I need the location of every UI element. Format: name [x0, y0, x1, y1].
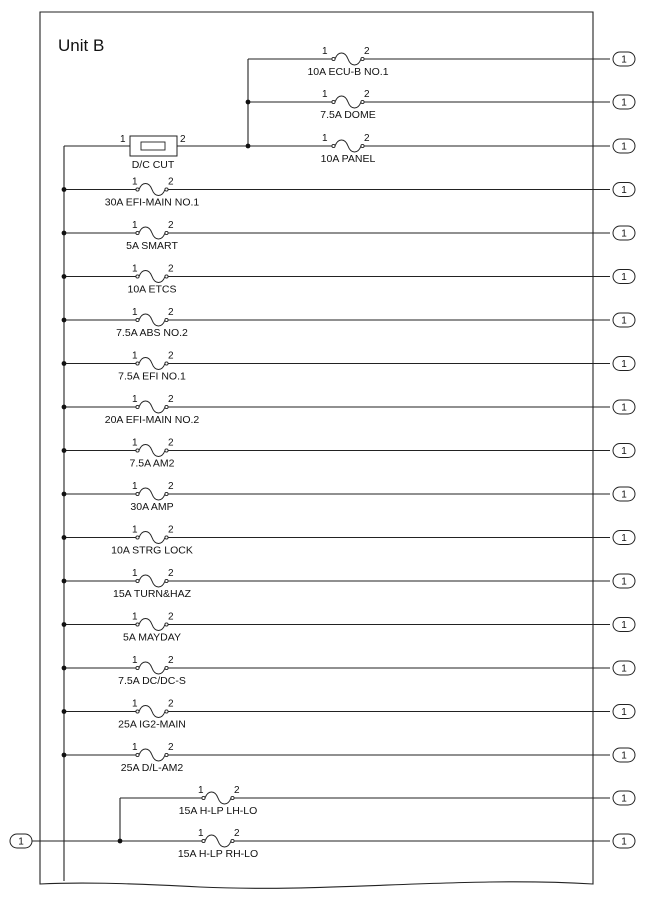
bus-fuse-8-junction-dot — [62, 492, 67, 497]
bus-fuse-2-pin-2: 2 — [168, 220, 174, 231]
bus-fuse-13-label: 25A IG2-MAIN — [118, 718, 186, 731]
bus-fuse-12-label: 7.5A DC/DC-S — [118, 675, 186, 687]
bus-fuse-7-symbol — [136, 445, 168, 457]
lower-fuse-1-symbol — [202, 792, 234, 804]
bus-fuse-13-junction-dot — [62, 709, 67, 714]
lower-fuse-1-pin-1: 1 — [198, 785, 204, 796]
bus-fuse-1-label: 30A EFI-MAIN NO.1 — [104, 196, 200, 209]
bus-fuse-4-terminal-label: 1 — [621, 315, 627, 327]
bus-fuse-5-label: 7.5A EFI NO.1 — [118, 370, 186, 383]
bus-fuse-5-symbol — [136, 358, 168, 370]
bus-fuse-1-symbol — [136, 184, 168, 196]
bus-fuse-9-pin-1: 1 — [132, 524, 138, 536]
input-terminal-label: 1 — [18, 836, 24, 848]
bus-fuse-8-pin-1: 1 — [132, 481, 138, 492]
bus-fuse-12-pin-2: 2 — [168, 655, 174, 666]
bus-fuse-12-junction-dot — [62, 666, 67, 671]
bus-fuse-8-terminal-label: 1 — [621, 489, 627, 501]
bus-fuse-6-pin-2: 2 — [168, 394, 174, 405]
bus-fuse-9-label: 10A STRG LOCK — [111, 544, 193, 557]
bus-fuse-12-symbol — [136, 662, 168, 674]
bus-fuse-9-junction-dot — [62, 535, 67, 540]
bus-fuse-4-label: 7.5A ABS NO.2 — [116, 327, 188, 339]
upper-fuse-1-terminal-label: 1 — [621, 54, 627, 66]
lower-fuse-2-pin-2: 2 — [234, 828, 240, 839]
bus-fuse-1-pin-2: 2 — [168, 176, 174, 188]
bus-fuse-7-label: 7.5A AM2 — [129, 457, 175, 470]
bus-fuse-3-pin-2: 2 — [168, 263, 174, 275]
bus-fuse-7-junction-dot — [62, 448, 67, 453]
bus-fuse-14-label: 25A D/L-AM2 — [120, 762, 184, 774]
upper-fuse-3-symbol — [332, 140, 364, 152]
bus-fuse-14-junction-dot — [62, 753, 67, 758]
bus-fuse-10-pin-2: 2 — [168, 568, 174, 579]
bus-fuse-10-terminal-label: 1 — [621, 576, 627, 588]
bus-fuse-12-pin-1: 1 — [132, 655, 138, 666]
bus-fuse-14-pin-2: 2 — [168, 742, 174, 753]
bus-fuse-14-symbol — [136, 749, 168, 761]
upper-fuse-1-pin-1: 1 — [322, 46, 328, 57]
bus-fuse-1-junction-dot — [62, 187, 67, 192]
bus-fuse-10-label: 15A TURN&HAZ — [113, 588, 191, 600]
bus-fuse-6-pin-1: 1 — [132, 394, 138, 405]
bus-fuse-11-terminal-label: 1 — [621, 620, 627, 631]
unit-title: Unit B — [58, 36, 105, 55]
dc-cut-fuse-element — [141, 142, 165, 150]
bus-fuse-4-junction-dot — [62, 318, 67, 323]
bus-fuse-6-junction-dot — [62, 405, 67, 410]
upper-fuse-2-label: 7.5A DOME — [320, 109, 376, 121]
bus-fuse-3-terminal-label: 1 — [621, 272, 627, 283]
bus-fuse-2-label: 5A SMART — [126, 240, 178, 252]
bus-fuse-4-pin-2: 2 — [168, 307, 174, 318]
upper-fuse-3-pin-1: 1 — [322, 133, 328, 144]
bus-fuse-3-label: 10A ETCS — [127, 283, 177, 296]
bus-fuse-14-terminal-label: 1 — [621, 750, 627, 762]
bus-fuse-9-terminal-label: 1 — [621, 533, 627, 544]
bus-fuse-13-terminal-label: 1 — [621, 707, 627, 718]
upper-fuse-3-terminal-label: 1 — [621, 141, 627, 153]
bus-fuse-13-symbol — [136, 706, 168, 718]
bus-fuse-5-pin-2: 2 — [168, 350, 174, 362]
upper-fuse-1-symbol — [332, 53, 364, 65]
bus-fuse-7-pin-2: 2 — [168, 437, 174, 449]
bus-fuse-3-junction-dot — [62, 274, 67, 279]
bus-fuse-11-junction-dot — [62, 622, 67, 627]
labels — [18, 46, 627, 860]
bus-fuse-11-pin-2: 2 — [168, 611, 174, 623]
bus-fuse-5-junction-dot — [62, 361, 67, 366]
bus-fuse-6-terminal-label: 1 — [621, 402, 627, 414]
bus-fuse-10-pin-1: 1 — [132, 568, 138, 579]
bus-fuse-5-pin-1: 1 — [132, 350, 138, 362]
bus-fuse-14-pin-1: 1 — [132, 742, 138, 753]
bus-fuse-6-label: 20A EFI-MAIN NO.2 — [104, 414, 200, 426]
bus-fuse-9-symbol — [136, 532, 168, 544]
bus-fuse-4-pin-1: 1 — [132, 307, 138, 318]
bus-fuse-7-terminal-label: 1 — [621, 446, 627, 457]
bus-fuse-7-pin-1: 1 — [132, 437, 138, 449]
bus-fuse-2-pin-1: 1 — [132, 220, 138, 231]
upper-fuse-3-label: 10A PANEL — [320, 153, 376, 165]
dc-cut-pin-2: 2 — [180, 134, 186, 145]
bus-fuse-1-pin-1: 1 — [132, 176, 138, 188]
upper-fuse-2-symbol — [332, 96, 364, 108]
bus-fuse-8-symbol — [136, 488, 168, 500]
bus-fuse-2-symbol — [136, 227, 168, 239]
lower-fuse-2-pin-1: 1 — [198, 828, 204, 839]
bus-fuse-11-label: 5A MAYDAY — [123, 631, 181, 644]
bus-fuse-8-pin-2: 2 — [168, 481, 174, 492]
dc-cut-label: D/C CUT — [131, 159, 175, 171]
bus-fuse-10-symbol — [136, 575, 168, 587]
bus-fuse-9-pin-2: 2 — [168, 524, 174, 536]
upper-fuse-2-terminal-label: 1 — [621, 97, 627, 109]
bus-fuse-3-symbol — [136, 271, 168, 283]
lower-fuse-1-pin-2: 2 — [234, 785, 240, 796]
junction-dot-dc-cut — [246, 144, 251, 149]
bus-fuse-2-terminal-label: 1 — [621, 228, 627, 240]
junction-dot-upper — [246, 100, 251, 105]
lower-fuse-2-terminal-label: 1 — [621, 836, 627, 848]
bus-fuse-4-symbol — [136, 314, 168, 326]
bus-fuse-13-pin-1: 1 — [132, 698, 138, 710]
bus-fuse-5-terminal-label: 1 — [621, 359, 627, 370]
bus-fuse-8-label: 30A AMP — [130, 501, 174, 513]
upper-fuse-2-pin-2: 2 — [364, 89, 370, 100]
bus-fuse-11-pin-1: 1 — [132, 611, 138, 623]
bus-fuse-2-junction-dot — [62, 231, 67, 236]
bus-fuse-13-pin-2: 2 — [168, 698, 174, 710]
lower-fuse-1-terminal-label: 1 — [621, 793, 627, 805]
upper-fuse-3-pin-2: 2 — [364, 133, 370, 144]
upper-fuse-1-pin-2: 2 — [364, 46, 370, 57]
lower-fuse-2-symbol — [202, 835, 234, 847]
dc-cut-pin-1: 1 — [120, 134, 126, 145]
upper-fuse-1-label: 10A ECU-B NO.1 — [307, 66, 389, 78]
bus-fuse-3-pin-1: 1 — [132, 263, 138, 275]
lower-fuse-2-label: 15A H-LP RH-LO — [177, 848, 259, 860]
bus-fuse-1-terminal-label: 1 — [621, 185, 627, 196]
lower-fuse-1-label: 15A H-LP LH-LO — [178, 805, 258, 817]
bus-fuse-11-symbol — [136, 619, 168, 631]
junction-dot-lower — [118, 839, 123, 844]
bus-fuse-6-symbol — [136, 401, 168, 413]
wires — [32, 59, 610, 881]
bus-fuse-10-junction-dot — [62, 579, 67, 584]
upper-fuse-2-pin-1: 1 — [322, 89, 328, 100]
bus-fuse-12-terminal-label: 1 — [621, 663, 627, 675]
